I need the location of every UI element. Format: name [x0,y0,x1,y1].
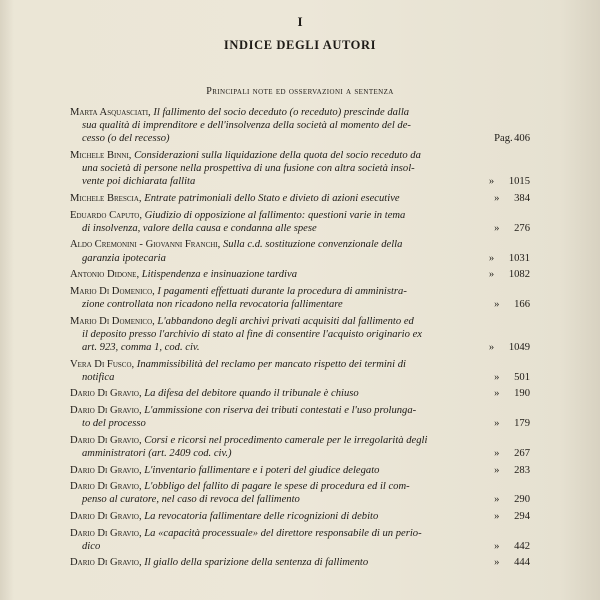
entry-continuation-line [70,298,472,311]
entry-continuation-line [70,222,472,235]
entry-first-line: Michele Binni, Considerazioni sulla liquidazione della quota del socio receduto da [70,150,421,161]
entry-page-reference [494,510,530,523]
entry-continuation-line [70,341,472,354]
entry-title-text: L'abbandono degli archivi privati acquisiti dal fallimento ed [157,315,414,327]
entry-page-marker: » [488,176,495,188]
entry-page-reference [494,417,530,430]
entry-title-text: sua qualità di imprenditore e dell'insolvenza della società al momento del de- [82,120,411,132]
entry-page-number: 190 [514,388,530,400]
entry-author: Dario Di Gravio [70,388,139,400]
entry-page-marker: » [494,298,500,310]
entry-continuation-line [70,417,472,430]
index-entry [70,404,530,430]
entry-first-line: Mario Di Domenico, L'abbandono degli archivi privati acquisiti dal fallimento ed [70,315,414,327]
entry-author: Dario Di Gravio [70,404,139,416]
entry-page-reference [494,540,530,553]
index-entry [70,285,530,311]
entry-page-reference [494,192,530,205]
entry-continuation-line [70,162,472,175]
entry-first-line: Dario Di Gravio, Corsi e ricorsi nel procedimento camerale per le irregolarità degli [70,434,428,446]
entry-page-reference [494,493,530,506]
entry-title-text: Il fallimento del socio deceduto (o receduto) prescinde dalla [153,107,410,118]
entry-page-marker: » [488,341,495,353]
entry-first-line: Marta Asquasciati, Il fallimento del socio deceduto (o receduto) prescinde dalla [70,107,410,118]
entry-author: Antonio Didone [70,269,137,281]
entry-first-line: Mario Di Domenico, I pagamenti effettuati durante la procedura di amministra- [70,285,407,297]
index-entry [70,192,530,205]
index-entry [70,315,530,355]
entry-title-text: L'inventario fallimentare e i poteri del giudice delegato [144,464,380,476]
entry-title-text: penso al curatore, nel caso di revoca del fallimento [82,494,300,506]
entry-page-number: 294 [514,510,530,522]
entry-author: Dario Di Gravio [70,481,139,493]
entry-continuation-line [70,493,472,506]
entry-page-marker: Pag. [494,133,513,145]
entry-title-text: Considerazioni sulla liquidazione della quota del socio receduto da [134,150,421,161]
entry-page-number: 1082 [508,269,530,281]
entry-title-text: Corsi e ricorsi nel procedimento camerale per le irregolarità degli [144,434,428,446]
entry-page-reference [494,387,530,400]
entry-page-reference [494,556,530,569]
entry-page-marker: » [494,464,500,476]
entry-page-reference [489,268,530,281]
entry-page-reference [489,252,530,265]
entry-page-marker: » [494,540,500,552]
entry-title-text: Giudizio di opposizione al fallimento: questioni varie in tema [144,209,406,221]
entry-first-line: Dario Di Gravio, L'ammissione con riserva dei tributi contestati e l'uso prolunga- [70,404,417,416]
entry-page-number: 1015 [508,176,530,188]
entry-first-line: Dario Di Gravio, L'inventario fallimentare e i poteri del giudice delegato [70,464,380,476]
entry-first-line: Dario Di Gravio, La difesa del debitore quando il tribunale è chiuso [70,388,359,400]
entry-page-number: 501 [514,371,530,383]
entry-first-line: Dario Di Gravio, Il giallo della sparizione della sentenza di fallimento [70,557,369,569]
entry-page-reference [494,447,530,460]
entry-page-reference [494,464,530,477]
entry-page-reference [494,298,530,311]
entry-title-text: L'ammissione con riserva dei tributi contestati e l'uso prolunga- [144,404,417,416]
entry-author: Aldo Cremonini - Giovanni Franchi [70,239,218,251]
index-entry [70,434,530,460]
entry-first-line: Antonio Didone, Litispendenza e insinuazione tardiva [70,269,298,281]
author-index-list [70,106,530,573]
index-entry [70,556,530,569]
entry-page-number: 166 [514,298,530,310]
index-entry [70,527,530,553]
entry-title-text: vente poi dichiarata fallita [82,176,196,188]
index-entry [70,464,530,477]
page-title: INDICE DEGLI AUTORI [223,38,377,52]
entry-page-number: 267 [514,447,530,459]
entry-title-text: Il giallo della sparizione della sentenza di fallimento [144,557,369,569]
entry-title-text: notifica [82,371,115,383]
entry-first-line: Vera Di Fusco, Inammissibilità del reclamo per mancato rispetto dei termini di [70,358,406,370]
entry-page-number: 384 [514,193,530,204]
entry-page-number: 442 [514,540,530,552]
entry-author: Dario Di Gravio [70,510,139,522]
entry-title-text: cesso (o del recesso) [82,133,170,145]
entry-page-marker: » [494,494,500,506]
entry-continuation-line [70,132,472,145]
entry-page-number: 179 [514,418,530,430]
entry-title-text: L'obbligo del fallito di pagare le spese di procedura ed il com- [144,481,410,493]
entry-author: Marta Asquasciati [70,107,149,118]
entry-continuation-line [70,175,472,188]
entry-page-marker: » [494,193,500,204]
index-entry [70,106,530,146]
entry-first-line: Dario Di Gravio, La revocatoria fallimentare delle ricognizioni di debito [70,510,379,522]
entry-title-text: I pagamenti effettuati durante la procedura di amministra- [157,285,407,297]
entry-title-text: Sulla c.d. sostituzione convenzionale della [222,239,403,251]
entry-continuation-line [70,328,472,341]
entry-page-number: 283 [514,464,530,476]
entry-author: Mario Di Domenico [70,285,153,297]
index-entry [70,149,530,189]
entry-continuation-line [70,540,472,553]
entry-page-marker: » [494,418,500,430]
entry-author: Eduardo Caputo [70,209,140,221]
index-entry [70,358,530,384]
entry-author: Dario Di Gravio [70,434,139,446]
entry-page-number: 1031 [508,252,530,264]
entry-first-line: Eduardo Caputo, Giudizio di opposizione al fallimento: questioni varie in tema [70,209,406,221]
entry-title-text: una società di persone nella prospettiva di una fusione con altra società insol- [82,163,415,175]
entry-continuation-line [70,252,472,265]
index-entry [70,387,530,400]
entry-page-marker: » [488,269,495,281]
entry-page-number: 406 [514,133,530,145]
entry-page-number: 290 [514,494,530,506]
entry-title-text: Inammissibilità del reclamo per mancato rispetto dei termini di [136,358,406,370]
entry-continuation-line [70,371,472,384]
section-number: I [297,14,303,29]
entry-title-text: dico [82,540,101,552]
entry-first-line: Dario Di Gravio, La «capacità processuale» del direttore responsabile di un perio- [70,527,422,539]
entry-page-marker: » [488,252,495,264]
entry-title-text: amministratori (art. 2409 cod. civ.) [82,447,232,459]
entry-page-marker: » [494,388,500,400]
entry-author: Dario Di Gravio [70,464,139,476]
entry-title-text: Entrate patrimoniali dello Stato e divieto di azioni esecutive [144,193,400,204]
entry-continuation-line [70,447,472,460]
entry-page-reference [489,341,530,354]
entry-first-line: Aldo Cremonini - Giovanni Franchi, Sulla c.d. sostituzione convenzionale della [70,239,403,251]
entry-title-text: to del processo [82,418,146,430]
index-entry [70,510,530,523]
index-entry [70,480,530,506]
entry-page-reference [494,371,530,384]
entry-page-marker: » [494,510,500,522]
entry-page-marker: » [494,371,500,383]
index-entry [70,268,530,281]
entry-page-reference [494,222,530,235]
entry-page-marker: » [494,222,500,234]
entry-title-text: art. 923, comma 1, cod. civ. [82,341,200,353]
entry-author: Vera Di Fusco [70,358,132,370]
entry-page-number: 444 [514,557,530,569]
entry-title-text: di insolvenza, valore della causa e condanna alle spese [82,222,317,234]
index-entry [70,209,530,235]
entry-author: Mario Di Domenico [70,315,153,327]
entry-title-text: garanzia ipotecaria [82,252,166,264]
entry-page-marker: » [494,447,500,459]
entry-author: Dario Di Gravio [70,557,139,569]
entry-author: Michele Brescia [70,193,139,204]
index-entry [70,238,530,264]
entry-author: Michele Binni [70,150,129,161]
entry-page-reference [494,132,530,145]
entry-page-marker: » [494,557,500,569]
entry-title-text: zione controllata non ricadono nella revocatoria fallimentare [82,298,343,310]
entry-author: Dario Di Gravio [70,527,139,539]
entry-first-line: Michele Brescia, Entrate patrimoniali dello Stato e divieto di azioni esecutive [70,193,400,204]
entry-page-number: 276 [514,222,530,234]
entry-title-text: il deposito presso l'archivio di stato al fine di consentire l'acquisto originario ex [82,328,422,340]
entry-title-text: Litispendenza e insinuazione tardiva [141,269,298,281]
entry-page-number: 1049 [508,341,530,353]
entry-first-line: Dario Di Gravio, L'obbligo del fallito di pagare le spese di procedura ed il com- [70,481,410,493]
page-subtitle: Principali note ed osservazioni a sentenza [206,86,394,97]
entry-title-text: La «capacità processuale» del direttore responsabile di un perio- [144,527,422,539]
entry-title-text: La difesa del debitore quando il tribunale è chiuso [144,388,359,400]
entry-title-text: La revocatoria fallimentare delle ricognizioni di debito [144,510,379,522]
entry-continuation-line [70,119,472,132]
entry-page-reference [489,175,530,188]
